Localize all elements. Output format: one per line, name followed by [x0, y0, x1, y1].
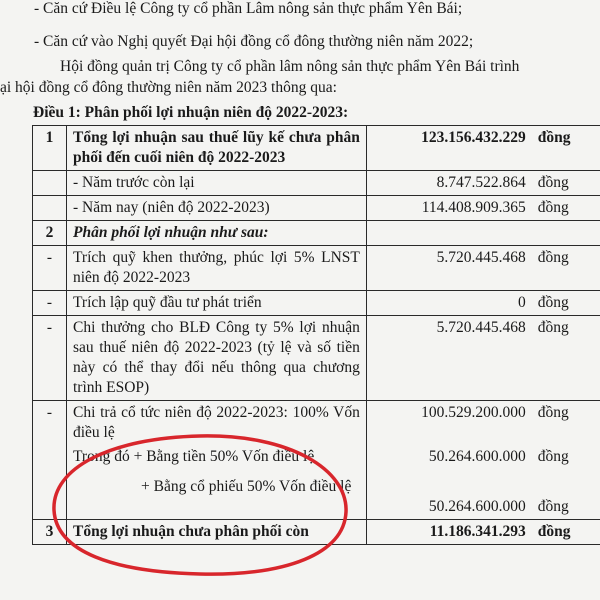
row-description: Tổng lợi nhuận chưa phân phối còn	[67, 520, 367, 545]
row-number: 3	[33, 520, 67, 545]
dividend-cash-amount: 50.264.600.000	[428, 448, 526, 465]
dividend-cash-label: Trong đó + Bằng tiền 50% Vốn điều lệ	[73, 448, 315, 465]
row-unit	[532, 221, 600, 246]
row-amount: 5.720.445.468	[366, 316, 531, 401]
spacer	[538, 467, 600, 487]
row-number: -	[33, 316, 67, 401]
row-description: - Năm nay (niên độ 2022-2023)	[67, 196, 367, 221]
row-description: Trích lập quỹ đầu tư phát triển	[67, 291, 367, 316]
row-number: 1	[33, 126, 67, 171]
table-row	[33, 316, 600, 401]
intro-line-2: - Căn cứ vào Nghị quyết Đại hội đồng cổ đông thường niên năm 2022;	[34, 33, 474, 50]
row-description: Trích quỹ khen thưởng, phúc lợi 5% LNST niên độ 2022-2023	[67, 246, 367, 291]
row-number: -	[33, 246, 67, 291]
intro-line-4: ại hội đồng cổ đông thường niên năm 2023 thông qua:	[0, 79, 337, 96]
unit-2: đồng	[537, 448, 569, 465]
row-unit: đồng	[532, 246, 600, 291]
table-row	[33, 246, 600, 291]
row-amount: 114.408.909.365	[366, 196, 531, 221]
table-row	[33, 291, 600, 316]
intro-line-1: - Căn cứ Điều lệ Công ty cổ phần Lâm nông sản thực phẩm Yên Bái;	[34, 0, 463, 17]
row-unit: đồng	[532, 171, 600, 196]
row-description: Phân phối lợi nhuận như sau:	[67, 221, 367, 246]
row-description: - Năm trước còn lại	[67, 171, 367, 196]
row-description: Tổng lợi nhuận sau thuế lũy kế chưa phân phối đến cuối niên độ 2022-2023	[67, 126, 367, 171]
row-unit: đồng	[532, 291, 600, 316]
row-number: -	[33, 291, 67, 316]
row-description: Chi thưởng cho BLĐ Công ty 5% lợi nhuận sau thuế niên độ 2022-2023 (tỷ lệ và số tiền này có thể thay đổi nếu thông qua chương trình ESOP)	[67, 316, 367, 401]
row-unit: đồng	[532, 126, 600, 171]
table-row	[33, 520, 600, 545]
table-row	[33, 196, 600, 221]
unit-3: đồng	[537, 498, 569, 515]
row-amount: 123.156.432.229	[366, 126, 531, 171]
row-amount: 8.747.522.864	[366, 171, 531, 196]
row-unit: đồng	[532, 316, 600, 401]
profit-distribution-table	[32, 125, 600, 545]
row-amount: 11.186.341.293	[366, 520, 531, 545]
intro-line-3: Hội đồng quản trị Công ty cổ phần lâm nông sản thực phẩm Yên Bái trình	[60, 58, 520, 75]
row-amount: 5.720.445.468	[366, 246, 531, 291]
spacer	[538, 423, 600, 443]
row-number: -	[33, 401, 67, 520]
row-amount	[366, 401, 531, 520]
row-unit: đồng	[532, 196, 600, 221]
dividend-total-label: Chi trả cổ tức niên độ 2022-2023: 100% Vốn điều lệ	[73, 404, 360, 441]
row-description	[67, 401, 367, 520]
table-row	[33, 171, 600, 196]
row-number	[33, 196, 67, 221]
row-unit: đồng	[532, 520, 600, 545]
row-amount: 0	[366, 291, 531, 316]
row-unit	[532, 401, 600, 520]
dividend-total-amount: 100.529.200.000	[421, 404, 526, 421]
table-row	[33, 221, 600, 246]
dividend-stock-amount: 50.264.600.000	[428, 498, 526, 515]
row-number: 2	[33, 221, 67, 246]
article-heading: Điều 1: Phân phối lợi nhuận niên độ 2022-2023:	[33, 104, 349, 121]
spacer	[373, 423, 526, 443]
row-amount	[366, 221, 531, 246]
table-row	[33, 401, 600, 520]
table-row	[33, 126, 600, 171]
dividend-stock-label: + Bằng cổ phiếu 50% Vốn điều lệ	[141, 478, 352, 495]
unit-1: đồng	[537, 404, 569, 421]
spacer	[373, 467, 526, 487]
row-number	[33, 171, 67, 196]
